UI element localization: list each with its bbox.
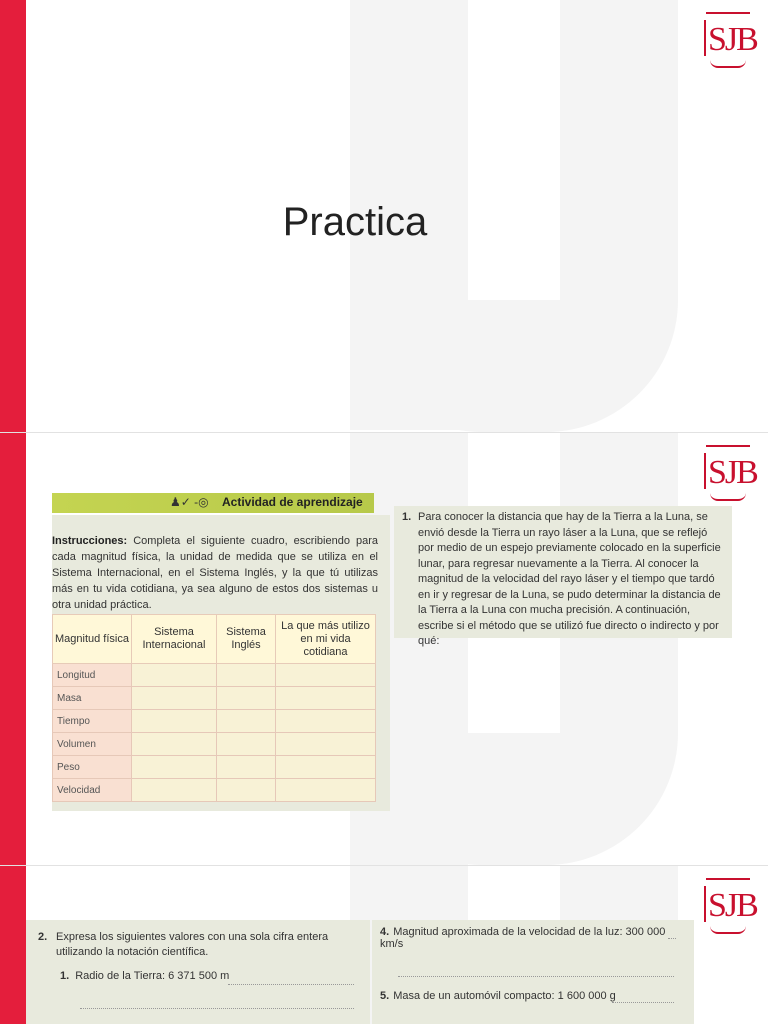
- instructions-text: Completa el siguiente cuadro, escribiendo para cada magnitud física, la unidad de medida que se utiliza en el Sistema Internacional, en el Sistema Inglés, y la que tú utilizas más en tu vida cotidiana, ya sea alguno de estos dos sistemas u otra unidad práctica.: [52, 535, 378, 611]
- table-header: La que más utilizo en mi vida cotidiana: [276, 615, 376, 664]
- question-number: 2.: [38, 931, 48, 943]
- logo-text: SJB: [708, 21, 757, 58]
- row-label: Velocidad: [53, 779, 132, 802]
- answer-line[interactable]: [228, 984, 354, 985]
- slide-3: [0, 866, 768, 1024]
- row-label: Peso: [53, 756, 132, 779]
- answer-cell[interactable]: [132, 756, 217, 779]
- answer-cell[interactable]: [276, 756, 376, 779]
- row-label: Longitud: [53, 664, 132, 687]
- sjb-logo: [704, 445, 757, 501]
- red-side-bar: [0, 866, 26, 1024]
- table-row: [53, 710, 376, 733]
- question-2: [38, 930, 368, 960]
- question-text: Masa de un automóvil compacto: 1 600 000 g: [393, 990, 616, 1002]
- table-row: [53, 664, 376, 687]
- answer-cell[interactable]: [217, 779, 276, 802]
- red-side-bar: [0, 0, 26, 432]
- table-row: [53, 756, 376, 779]
- table-header: Magnitud física: [53, 615, 132, 664]
- answer-cell[interactable]: [276, 779, 376, 802]
- table-row: [53, 733, 376, 756]
- question-2-item-1: [60, 970, 229, 982]
- instructions-label: Instrucciones:: [52, 535, 128, 547]
- row-label: Masa: [53, 687, 132, 710]
- item-number: 1.: [60, 970, 70, 982]
- question-text: Magnitud aproximada de la velocidad de la luz: 300 000 km/s: [380, 926, 666, 950]
- table-header-row: [53, 615, 376, 664]
- question-5: [380, 990, 690, 1002]
- table-row: [53, 687, 376, 710]
- activity-header-label: Actividad de aprendizaje: [222, 495, 363, 509]
- sjb-logo: [704, 878, 757, 934]
- question-number: 5.: [380, 990, 390, 1002]
- instructions: [52, 533, 378, 613]
- answer-line[interactable]: [612, 1002, 674, 1003]
- question-number: 1.: [402, 511, 412, 523]
- answer-cell[interactable]: [217, 756, 276, 779]
- logo-text: SJB: [708, 454, 757, 491]
- answer-cell[interactable]: [276, 733, 376, 756]
- answer-cell[interactable]: [217, 733, 276, 756]
- slide-1: [0, 0, 768, 432]
- sjb-logo: [704, 12, 757, 68]
- activity-header: [52, 493, 374, 513]
- question-4: [380, 926, 690, 950]
- watermark-shape: [560, 0, 678, 300]
- row-label: Tiempo: [53, 710, 132, 733]
- question-number: 4.: [380, 926, 390, 938]
- question-1: [402, 510, 726, 650]
- answer-cell[interactable]: [132, 664, 217, 687]
- question-text: Expresa los siguientes valores con una sola cifra entera utilizando la notación científica.: [56, 931, 329, 958]
- answer-cell[interactable]: [132, 710, 217, 733]
- answer-line[interactable]: [80, 1008, 354, 1009]
- slide-2: [0, 433, 768, 865]
- answer-cell[interactable]: [276, 687, 376, 710]
- activity-icon: ♟✓ -◎: [170, 495, 209, 509]
- answer-cell[interactable]: [276, 710, 376, 733]
- item-text: Radio de la Tierra: 6 371 500 m: [75, 970, 230, 982]
- row-label: Volumen: [53, 733, 132, 756]
- answer-cell[interactable]: [217, 664, 276, 687]
- answer-cell[interactable]: [217, 710, 276, 733]
- logo-text: SJB: [708, 887, 757, 924]
- table-row: [53, 779, 376, 802]
- red-side-bar: [0, 433, 26, 865]
- answer-cell[interactable]: [276, 664, 376, 687]
- table-header: Sistema Internacional: [132, 615, 217, 664]
- answer-cell[interactable]: [132, 779, 217, 802]
- answer-cell[interactable]: [132, 733, 217, 756]
- answer-line[interactable]: [668, 938, 676, 939]
- slide-title: Practica: [282, 200, 428, 244]
- magnitudes-table: [52, 614, 376, 802]
- answer-cell[interactable]: [217, 687, 276, 710]
- table-header: Sistema Inglés: [217, 615, 276, 664]
- answer-line[interactable]: [398, 976, 674, 977]
- answer-cell[interactable]: [132, 687, 217, 710]
- question-text: Para conocer la distancia que hay de la Tierra a la Luna, se envió desde la Tierra un rayo láser a la Luna, que se reflejó por medio de un espejo previamente colocado en la superficie lunar, para regresar nuevamente a la Tierra. Al conocer la magnitud de la velocidad del rayo láser y el tiempo que tardó en ir y regresar de la Luna, se pudo determinar la distancia de la Tierra a la Luna con mucha precisión. A continuación, escribe si el método que se utilizó fue directo o indirecto y por qué:: [418, 511, 721, 647]
